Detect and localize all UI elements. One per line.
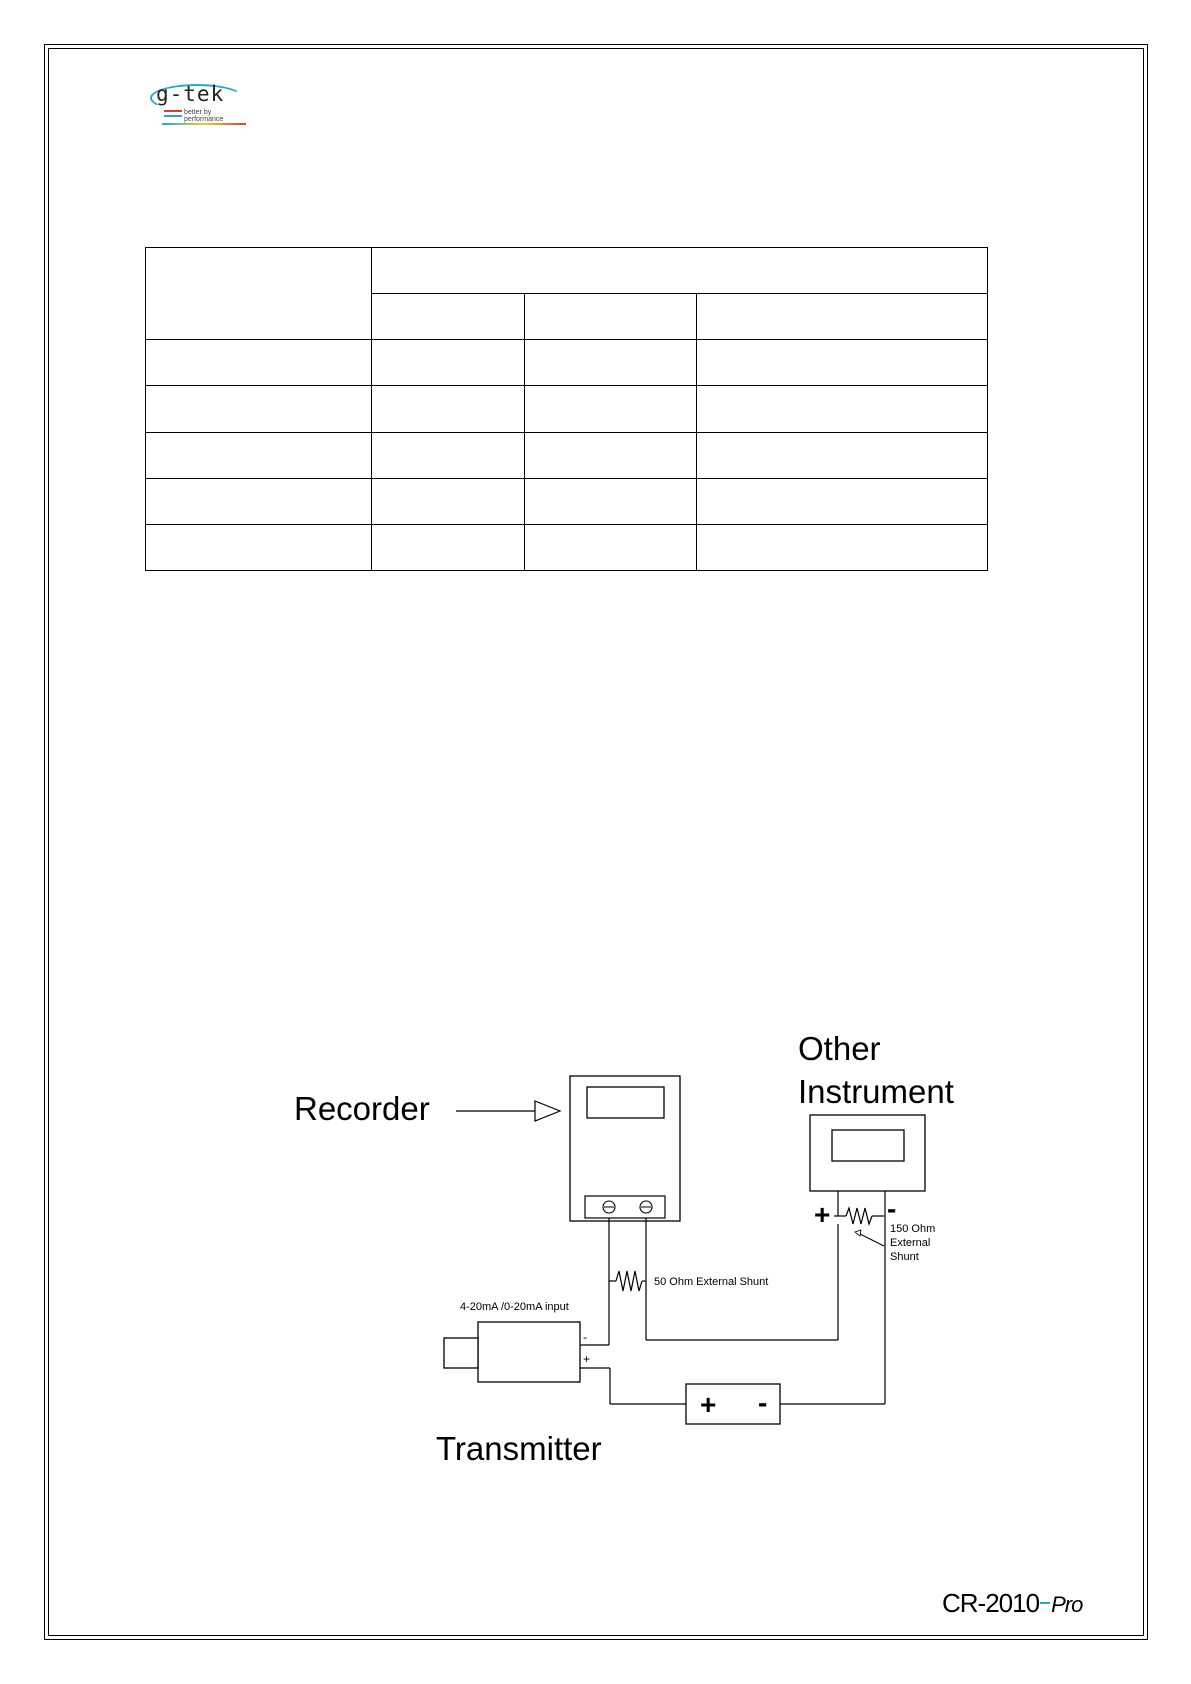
transmitter-device xyxy=(478,1322,580,1382)
transmitter-probe xyxy=(444,1338,478,1368)
other-instrument-display xyxy=(832,1130,904,1161)
table-header-cell xyxy=(146,248,372,340)
instrument-plus: + xyxy=(814,1199,831,1230)
spec-table xyxy=(145,247,988,571)
table-row xyxy=(146,340,988,386)
table-header-cell xyxy=(372,248,988,294)
table-row xyxy=(146,386,988,432)
arrow-icon xyxy=(535,1101,560,1121)
table-subheader-cell xyxy=(697,294,988,340)
svg-text:Shunt: Shunt xyxy=(890,1251,919,1263)
resistor-150-icon xyxy=(846,1208,872,1224)
input-label: 4-20mA /0-20mA input xyxy=(460,1301,569,1313)
svg-text:External: External xyxy=(890,1237,931,1249)
instrument-minus: - xyxy=(887,1193,897,1224)
table-row xyxy=(146,432,988,478)
svg-text:-: - xyxy=(583,1330,587,1344)
table-row xyxy=(146,478,988,524)
logo-tagline: better by performance xyxy=(184,109,224,123)
supply-plus: + xyxy=(700,1389,717,1420)
wiring-diagram xyxy=(280,1020,1000,1490)
other-instrument-label-1: Other xyxy=(798,1030,881,1067)
recorder-terminal-block xyxy=(585,1196,665,1218)
resistor-50-icon xyxy=(616,1271,642,1291)
supply-minus: - xyxy=(758,1387,768,1418)
recorder-label: Recorder xyxy=(294,1090,430,1127)
svg-text:150 Ohm: 150 Ohm xyxy=(890,1223,936,1235)
table-subheader-cell xyxy=(525,294,697,340)
transmitter-label: Transmitter xyxy=(436,1430,602,1467)
shunt-50-label: 50 Ohm External Shunt xyxy=(654,1276,769,1288)
table-subheader-cell xyxy=(372,294,525,340)
svg-text:+: + xyxy=(583,1352,591,1366)
model-footer: CR-2010 Pro xyxy=(942,1588,1083,1618)
table-row xyxy=(146,524,988,570)
g-tek-logo xyxy=(150,82,250,128)
logo-text: g-tek xyxy=(156,82,225,106)
recorder-display xyxy=(587,1087,664,1118)
other-instrument-label-2: Instrument xyxy=(798,1073,954,1110)
